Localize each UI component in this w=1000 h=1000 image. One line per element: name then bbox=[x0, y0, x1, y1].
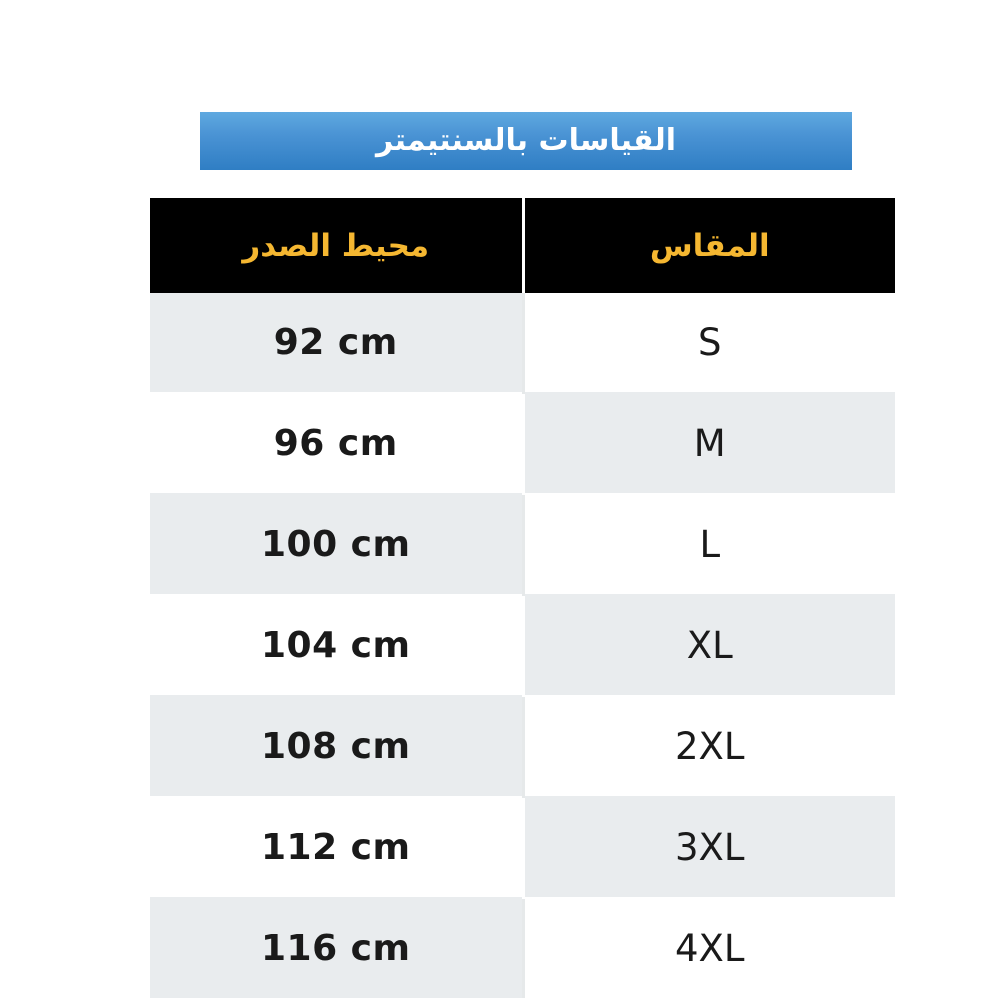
column-header-chest: محيط الصدر bbox=[150, 198, 523, 293]
table-header bbox=[150, 198, 895, 293]
cell-size: M bbox=[523, 393, 895, 494]
table-row bbox=[150, 293, 895, 393]
table-row bbox=[150, 393, 895, 494]
cell-chest: 116 cm bbox=[150, 898, 523, 998]
cell-chest: 112 cm bbox=[150, 797, 523, 898]
cell-chest: 100 cm bbox=[150, 494, 523, 595]
cell-size: S bbox=[523, 293, 895, 393]
cell-size: 4XL bbox=[523, 898, 895, 998]
table-row bbox=[150, 898, 895, 998]
cell-size: 3XL bbox=[523, 797, 895, 898]
cell-chest: 96 cm bbox=[150, 393, 523, 494]
size-chart-table bbox=[150, 198, 895, 998]
cell-chest: 104 cm bbox=[150, 595, 523, 696]
cell-size: L bbox=[523, 494, 895, 595]
cell-chest: 92 cm bbox=[150, 293, 523, 393]
cell-size: XL bbox=[523, 595, 895, 696]
table-header-row bbox=[150, 198, 895, 293]
chart-title: القياسات بالسنتيمتر bbox=[375, 123, 677, 158]
table-row bbox=[150, 696, 895, 797]
table-row bbox=[150, 595, 895, 696]
chart-title-banner bbox=[200, 112, 852, 170]
cell-size: 2XL bbox=[523, 696, 895, 797]
table-row bbox=[150, 494, 895, 595]
table-body bbox=[150, 293, 895, 998]
column-header-size: المقاس bbox=[523, 198, 895, 293]
cell-chest: 108 cm bbox=[150, 696, 523, 797]
table-row bbox=[150, 797, 895, 898]
